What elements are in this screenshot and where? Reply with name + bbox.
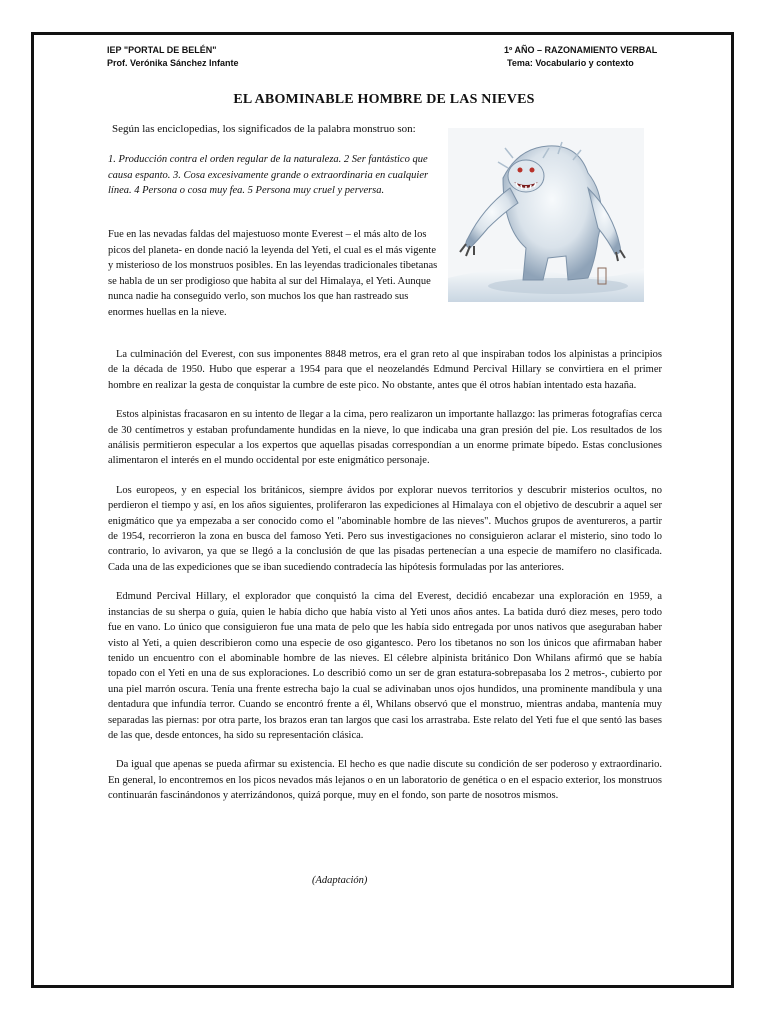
teacher-name: Prof. Verónika Sánchez Infante	[107, 58, 239, 68]
paragraph-1: Fue en las nevadas faldas del majestuoso monte Everest – el más alto de los picos del planeta- en donde nació la leyenda del Yeti, el cual es el más vigente y misterioso de los monstruos posibles. En las leyendas tradicionales tibetanas se habla de un ser prodigioso que habita al sur del Himalaya, el Yeti. Aunque nunca nadie ha conseguido verlo, son muchos los que han rastreado sus enormes huellas en la nieve.	[108, 229, 438, 318]
paragraph-2: La culminación del Everest, con sus imponentes 8848 metros, era el gran reto al que inspiraban todos los alpinistas a principios de la década de 1950. Hubo que esperar a 1954 para que el neozelandés Edmund Percival Hillary se convirtiera en el primer hombre en realizar la gesta de conquistar la cumbre de este pico. No obstante, antes que él otros habían intentado esta hazaña.	[108, 349, 662, 391]
paragraph-3: Estos alpinistas fracasaron en su intento de llegar a la cima, pero realizaron un importante hallazgo: las primeras fotografías cerca de 30 centímetros y estaban profundamente hundidas en la nieve, lo que indicaba una gran presión del pie. Los resultados de los análisis permitieron especular a los expertos que aquellas pisadas correspondían a un enorme primate bípedo. Estas conclusiones alimentaron el interés en el mundo occidental por este enigmático personaje.	[108, 409, 662, 467]
course-name: 1º AÑO – RAZONAMIENTO VERBAL	[504, 45, 658, 55]
definitions-text: 1. Producción contra el orden regular de la naturaleza. 2 Ser fantástico que causa espanto. 3. Cosa excesivamente grande o extraordinaria en cualquier línea. 4 Persona o cosa muy fea. 5 Persona muy cruel y perversa.	[108, 154, 429, 196]
yeti-illustration	[448, 128, 644, 302]
yeti-icon	[448, 128, 644, 302]
page-title: EL ABOMINABLE HOMBRE DE LAS NIEVES	[233, 92, 535, 107]
intro-text: Según las enciclopedias, los significados de la palabra monstruo son:	[112, 123, 416, 135]
school-name: IEP "PORTAL DE BELÉN"	[107, 45, 217, 55]
paragraph-4: Los europeos, y en especial los británicos, siempre ávidos por explorar nuevos territorios y descubrir misterios ocultos, no perdieron el tiempo y así, en los años siguientes, proliferaron las expediciones al Himalaya con el objetivo de descubrir a aquel ser enigmático que ya empezaba a ser conocido como el "abominable hombre de las nieves". Muchos grupos de aventureros, a partir de 1954, recorrieron la zona en busca del famoso Yeti. Pero sus investigaciones no consiguieron aclarar el misterio, sino todo lo contrario, lo avivaron, ya que se llegó a la conclusión de que las pisadas pertenecían a una especie de mamífero no clasificada. Cada una de las expediciones que se iban sucediendo contradecía las hipótesis formuladas por las anteriores.	[108, 484, 662, 573]
paragraph-5: Edmund Percival Hillary, el explorador que conquistó la cima del Everest, decidió encabezar una exploración en 1959, a instancias de su sherpa o guía, quien le había dicho que había visto al Yeti unos años antes. La batida duró diez meses, pero todo fue en vano. Lo único que consiguieron fue una mata de pelo que les había sido entregada por unos nativos que aseguraban haber visto al Yeti, a quien describieron como una especie de oso gigantesco. Pero los tibetanos no son los únicos que afirmaban haber tenido un encuentro con el abominable hombre de las nieves. El célebre alpinista británico Don Whilans afirmó que se había topado con el Yeti en una de sus exploraciones. Lo describió como un ser de gran estatura-sobrepasaba los 2 metros-, cubierto por una piel marrón oscura. Tenía una frente estrecha bajo la cual se adivinaban unos ojos hundidos, una prominente mandíbula y una dentadura que infundía terror. Cuando se encontró frente a él, Whilans observó que el monstruo, mientras andaba, mantenía muy separadas las piernas: por otra parte, los brazos eran tan largos que casi los arrastraba. Este relato del Yeti fue el que sentó las bases de las que, desde entonces, ha sido su representación clásica.	[108, 591, 662, 741]
topic-label: Tema: Vocabulario y contexto	[507, 58, 634, 68]
paragraph-6: Da igual que apenas se pueda afirmar su existencia. El hecho es que nadie discute su condición de ser poderoso y extraordinario. En general, lo encontremos en los picos nevados más lejanos o en un laboratorio de genética o en el espacio exterior, los monstruos continuarán fascinándonos y aterrizándonos, quizá porque, muy en el fondo, son parte de nosotros mismos.	[108, 759, 662, 802]
adaptation-note: (Adaptación)	[312, 875, 368, 886]
article-body	[108, 347, 662, 818]
